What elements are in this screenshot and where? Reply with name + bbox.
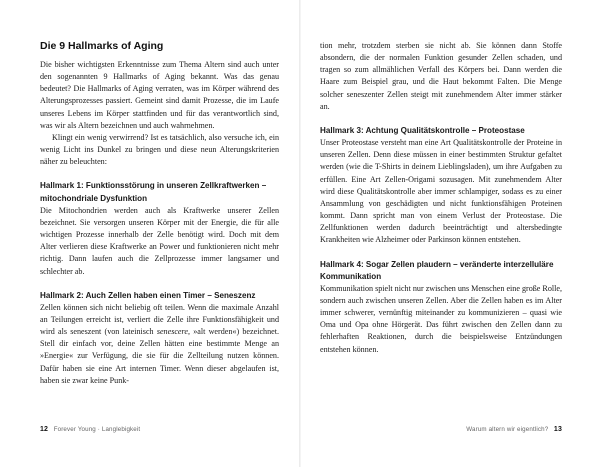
hallmark-2-latin-term: senescere bbox=[156, 327, 188, 337]
page-number-left: 12 bbox=[40, 426, 49, 433]
hallmark-2-text-b: , »alt werden«) bezeichnet. Stell dir einfach vor, deine Zellen hätten eine bestimmte Menge an »Energie« zur Verfügung, die sie für die Zellteilung nutzen können. Dafür haben sie eine Art internen Timer. Wenn dieser abgelaufen ist, haben sie zwar keine Punk- bbox=[40, 327, 279, 385]
hallmark-1-text: Die Mitochondrien werden auch als Kraftwerke unserer Zellen bezeichnet. Sie versorgen unseren Körper mit der Energie, die für alle wichtigen Prozesse innerhalb der Zelle benötigt wird. Doch mit dem Alter verlieren diese Kraftwerke an Power und funktionieren nicht mehr richtig. Dann laufen auch die Zellprozesse immer langsamer und schlechter ab. bbox=[40, 205, 279, 276]
intro-paragraph-1: Die bisher wichtigsten Erkenntnisse zum Thema Altern sind auch unter den sogenannten 9 Hallmarks of Aging bekannt. Was das genau bedeutet? Die Hallmarks of Aging verraten, was im Körper während des Alterungsprozesses passiert. Gemeint sind damit Prozesse, die im Laufe unseres Lebens im Körper stattfinden und für das verantwortlich sind, was wir als Altern bezeichnen und auch wahrnehmen. bbox=[40, 60, 279, 130]
hallmark-4-text: Kommunikation spielt nicht nur zwischen uns Menschen eine große Rolle, sondern auch zwischen unseren Zellen. Aber die Zellen haben es im Alter immer schwerer, vernünftig miteinander zu kommunizieren – quasi wie Oma und Opa ohne Hörgerät. Das führt zwischen den Zellen dann zu fehlerhaften Reaktionen, durch die beispielsweise Entzündungen entstehen können. bbox=[320, 283, 562, 354]
hallmark-2-text-a: Zellen können sich nicht beliebig oft teilen. Wenn die maximale Anzahl an Teilungen erreicht ist, verliert die Zelle ihre Funktionsfähigkeit und wird als seneszent (von lateinisch bbox=[40, 302, 279, 337]
page-number-right: 13 bbox=[553, 426, 562, 433]
hallmark-3-text: Unser Proteostase versteht man eine Art Qualitätskontrolle der Proteine in unseren Zellen. Denn diese müssen in einer bestimmten Struktur gefaltet werden (wie die T-Shirts in deinem Lieblingsladen), um ihre Aufgaben zu erfüllen. Eine Art Zellen-Origami sozusagen. Mit zunehmendem Alter wird diese Qualitätskontrolle aber immer schlampiger, sodass es zu einer Ansammlung von geschädigten und nicht funktionsfähigen Proteinen kommt. Dann spricht man von einem Verlust der Proteostase. Die Zellfunktionen werden dadurch beeinträchtigt und altersbedingte Krankheiten wie Alzheimer oder Parkinson können entstehen. bbox=[320, 138, 562, 245]
left-footer bbox=[40, 426, 140, 433]
section-gap bbox=[40, 278, 279, 290]
hallmark-2-text bbox=[40, 302, 279, 387]
hallmark-3-heading: Hallmark 3: Achtung Qualitätskontrolle – Proteostase bbox=[320, 125, 525, 135]
running-title-right: Warum altern wir eigentlich? bbox=[466, 426, 549, 433]
hallmark-1-heading: Hallmark 1: Funktionsstörung in unseren Zellkraftwerken – mitochondriale Dysfunktion bbox=[40, 181, 267, 203]
intro-paragraph-2: Klingt ein wenig verwirrend? Ist es tatsächlich, also versuche ich, ein wenig Licht ins Dunkel zu bringen und diese neun Alterungskriterien näher zu beleuchten: bbox=[40, 132, 279, 167]
section-gap bbox=[40, 168, 279, 180]
section-gap bbox=[320, 247, 562, 259]
hallmark-2-heading: Hallmark 2: Auch Zellen haben einen Timer – Seneszenz bbox=[40, 290, 256, 300]
hallmark-4-heading: Hallmark 4: Sogar Zellen plaudern – veränderte interzelluläre Kommunikation bbox=[320, 259, 554, 281]
running-title-left: Forever Young · Langlebigkeit bbox=[53, 426, 141, 433]
chapter-title: Die 9 Hallmarks of Aging bbox=[40, 40, 164, 52]
right-page bbox=[300, 0, 600, 467]
continued-paragraph: tion mehr, trotzdem sterben sie nicht ab. Sie können dann Stoffe absondern, die der normalen Funktion gesunder Zellen schaden, und tragen so zum allmählichen Verfall des Körpers bei. Dann werden die Haare zum Beispiel grau, und die Haut bekommt Falten. Die Menge solcher seneszenter Zellen steigt mit zunehmendem Alter immer stärker an. bbox=[320, 41, 562, 111]
section-gap bbox=[320, 113, 562, 125]
right-footer bbox=[466, 426, 562, 433]
